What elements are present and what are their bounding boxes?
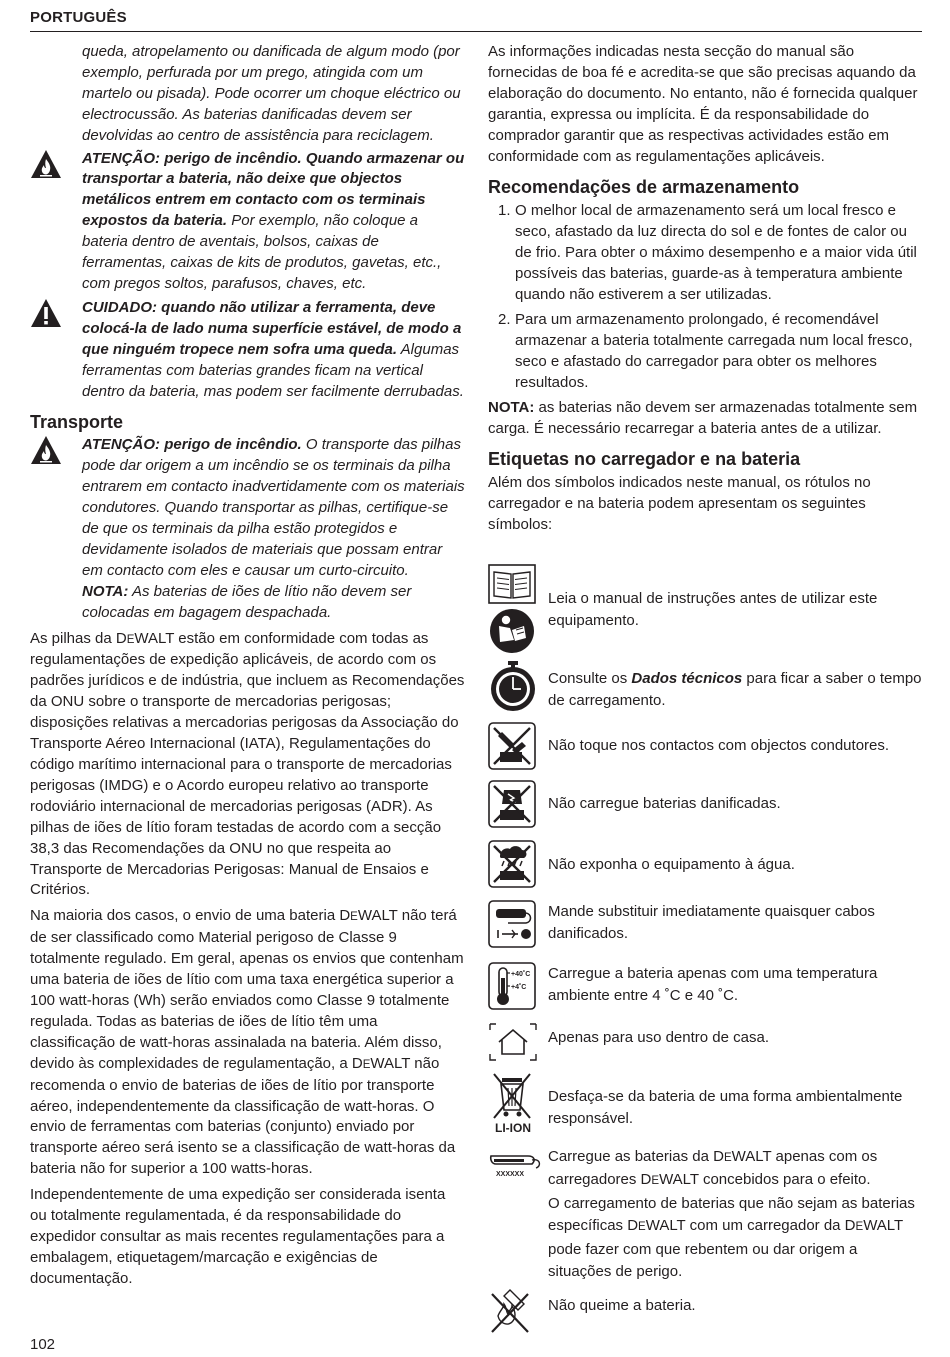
note-checked-baggage-text: As baterias de iões de lítio não devem ser colocadas em bagagem despachada. (82, 582, 412, 621)
fire-warning-storage-bold: ATENÇÃO: perigo de incêndio. Quando armazenar ou transportar a bateria, não deixe que objectos metálicos entrem em contacto com os terminais expostos da bateria. (82, 149, 465, 230)
open-book-icon (488, 564, 536, 604)
symbol-charge-time-text: Consulte os Dados técnicos para ficar a saber o tempo de carregamento. (548, 670, 922, 710)
fire-warning-storage-detail: Por exemplo, não coloque a bateria dentro de aventais, bolsos, caixas de ferramentas, caixas de kits de produtos, gavetas, etc., com pregos soltos, parafusos, chaves, etc. (82, 212, 442, 292)
symbol-no-water (488, 840, 924, 892)
left-column (30, 42, 465, 1290)
paragraph-class9: Na maioria dos casos, o envio de uma bateria DEWALT não terá de ser classificado como Material perigoso de Classe 9 totalmente regulado. Em geral, apenas os envios que contenham uma bateria de iões de lítio com uma taxa energética superior a 100 watt-horas (Wh) serão enviados como Classe 9 totalmente regulada. Todas as baterias de iões de lítio têm uma classificação de watt-horas assinalada na bateria. Além disso, devido às complexidades de regulamentação, a DEWALT não recomenda o envio de baterias de iões de lítio por transporte aéreo, independentemente da classificação de watt-horas. O envio de ferramentas com baterias (conjunto) enviado por transporte aéreo será isento se a classificação de watt-horas da bateria não for superior a 100 watts-horas. (30, 907, 464, 1178)
no-damaged-battery-icon (488, 780, 536, 828)
stopwatch-icon (488, 660, 538, 712)
no-conductive-objects-icon (488, 722, 536, 770)
info-paragraph: As informações indicadas nesta secção do manual são fornecidas de boa fé e acredita-se que são precisas aquando da elaboração do documento. No entanto, não é fornecida qualquer garantia, expressa ou implícita. É da responsabilidade do comprador garantir que as respectivas actividades estão em conformidade com as regulamentações aplicáveis. (488, 43, 918, 165)
note-checked-baggage (82, 582, 465, 624)
no-water-icon (488, 840, 536, 888)
note-label: NOTA: (82, 582, 129, 600)
fire-warning-storage (30, 149, 465, 295)
list-item: 2. Para um armazenamento prolongado, é recomendável armazenar a bateria totalmente carregada num local fresco, seco e afastado do carregador para obter os melhores resultados. (498, 310, 913, 391)
charger-model-label: XXXXXX (495, 1171, 525, 1178)
symbol-dewalt-chargers-text: Carregue as baterias da DEWALT apenas com os carregadores DEWALT concebidos para o efeito. O carregamento de baterias que não sejam as baterias específicas DEWALT com um carregador da DEWALT pode fazer com que rebentem ou dar origem a situações de perigo. (548, 1148, 915, 1281)
fire-warning-transport-detail: O transporte das pilhas pode dar origem a um incêndio se os terminais da pilha entrarem em contacto inadvertidamente com os materiais condutores. Quando transportar as pilhas, certifique-se de que os terminais da pilha estão protegidos e devidamente isolados de materiais que possam entrar em contacto com eles e causar um curto-circuito. (82, 436, 465, 579)
symbol-read-manual (488, 560, 924, 654)
caution-tip-over-text (82, 298, 465, 403)
fire-warning-transport-bold: ATENÇÃO: perigo de incêndio. (82, 436, 302, 454)
symbol-dispose-text: Desfaça-se da bateria de uma forma ambientalmente responsável. (548, 1088, 903, 1128)
read-manual-person-icon (488, 608, 536, 654)
symbol-dispose (488, 1070, 924, 1136)
damaged-cord-icon (488, 900, 536, 948)
header-rule (30, 31, 922, 32)
paragraph-regulations: As pilhas da DEWALT estão em conformidade com todas as regulamentações de expedição aplicáveis, de acordo com os padrões jurídicos e de indústria, que incluem as Recomendações da ONU sobre o transporte de mercadorias perigosas; disposições relativas a mercadorias perigosas da Associação do Transporte Aéreo Internacional (IATA), Regulamentações do código marítimo internacional para o transporte de mercadorias perigosas (IMDG) e o Acordo europeu relativo ao transporte rodoviário internacional de mercadorias perigosas (ADR). As pilhas de iões de lítio foram testadas de acordo com a secção 38,3 das Recomendações da ONU no que respeita ao Transporte de Mercadorias Perigosas: Manual de Ensaios e Critérios. (30, 629, 465, 899)
storage-heading: Recomendações de armazenamento (488, 177, 800, 198)
fire-warning-icon (30, 435, 62, 465)
symbol-no-burn-text: Não queime a bateria. (548, 1297, 696, 1314)
fire-warning-transport (30, 435, 465, 623)
fire-warning-icon (30, 149, 62, 179)
fire-warning-transport-text (82, 435, 465, 581)
note-storage: NOTA: as baterias não devem ser armazenadas totalmente sem carga. É necessário recarregar a bateria antes de a utilizar. (488, 398, 918, 437)
symbol-no-burn (488, 1286, 924, 1340)
symbol-no-conductive-text: Não toque nos contactos com objectos condutores. (548, 737, 890, 754)
thermometer-min-label: +4˚C (511, 984, 527, 991)
symbol-replace-cords (488, 900, 924, 952)
paragraph-shipper-responsibility: Independentemente de uma expedição ser considerada isenta ou totalmente regulamentada, é da responsabilidade do expedidor consultar as mais recentes regulamentações para a embalagem, etiquetagem/marcação e exigências de documentação. (30, 1186, 446, 1287)
caution-icon (30, 298, 62, 328)
fire-warning-storage-text (82, 149, 465, 295)
labels-heading: Etiquetas no carregador e na bateria (488, 449, 801, 470)
thermometer-max-label: +40˚C (511, 971, 531, 978)
symbol-read-manual-text: Leia o manual de instruções antes de utilizar este equipamento. (548, 590, 878, 630)
symbol-temperature (488, 962, 924, 1014)
labels-intro: Além dos símbolos indicados neste manual, os rótulos no carregador e na bateria podem apresentam os seguintes símbolos: (488, 474, 871, 534)
li-ion-label: LI-ION (495, 1121, 531, 1135)
right-column (488, 42, 924, 536)
caution-tip-over-bold: CUIDADO: quando não utilizar a ferramenta, deve colocá-la de lado numa superfície estável, de modo a que ninguém tropece nem sofra uma queda. (82, 298, 462, 358)
symbol-no-damaged-text: Não carregue baterias danificadas. (548, 795, 781, 812)
thermometer-icon (488, 962, 536, 1010)
symbol-indoor (488, 1022, 924, 1066)
symbol-temperature-text: Carregue a bateria apenas com uma temperatura ambiente entre 4 ˚C e 40 ˚C. (548, 965, 878, 1005)
indoor-house-icon (488, 1022, 538, 1062)
symbol-no-water-text: Não exponha o equipamento à água. (548, 856, 795, 873)
caution-tip-over (30, 298, 465, 403)
technical-data-link: Dados técnicos (631, 670, 743, 687)
crossed-bin-icon (488, 1070, 538, 1136)
storage-list (488, 201, 924, 393)
no-burn-icon (488, 1286, 532, 1336)
note-label: NOTA: (488, 398, 535, 416)
section-header: PORTUGUÊS (30, 9, 127, 26)
symbol-list (488, 560, 924, 1340)
list-item: 1. O melhor local de armazenamento será um local fresco e seco, afastado da luz directa do sol e de fontes de calor ou de frio. Para obter o máximo desempenho e a maior vida útil possíveis das baterias, guarde-as à temperatura ambiente quando não estiverem a ser utilizadas. (498, 202, 917, 304)
symbol-replace-cords-text: Mande substituir imediatamente quaisquer cabos danificados. (548, 903, 875, 943)
intro-continuation: queda, atropelamento ou danificada de algum modo (por exemplo, perfurada por um prego, atingida com um martelo ou pisada). Pode ocorrer um choque eléctrico ou electrocussão. As baterias danificadas devem ser devolvidas ao centro de assistência para reciclagem. (82, 43, 461, 144)
charger-icon (488, 1150, 544, 1180)
symbol-charge-time (488, 658, 924, 714)
symbol-dewalt-chargers (488, 1146, 924, 1280)
page-number: 102 (30, 1336, 56, 1353)
symbol-no-conductive (488, 722, 924, 774)
transport-heading: Transporte (30, 412, 124, 433)
symbol-no-damaged (488, 780, 924, 832)
caution-tip-over-detail: Algumas ferramentas com baterias grandes ficam na vertical dentro da bateria, mas podem ser facilmente derrubadas. (82, 340, 464, 400)
symbol-indoor-text: Apenas para uso dentro de casa. (548, 1029, 769, 1046)
